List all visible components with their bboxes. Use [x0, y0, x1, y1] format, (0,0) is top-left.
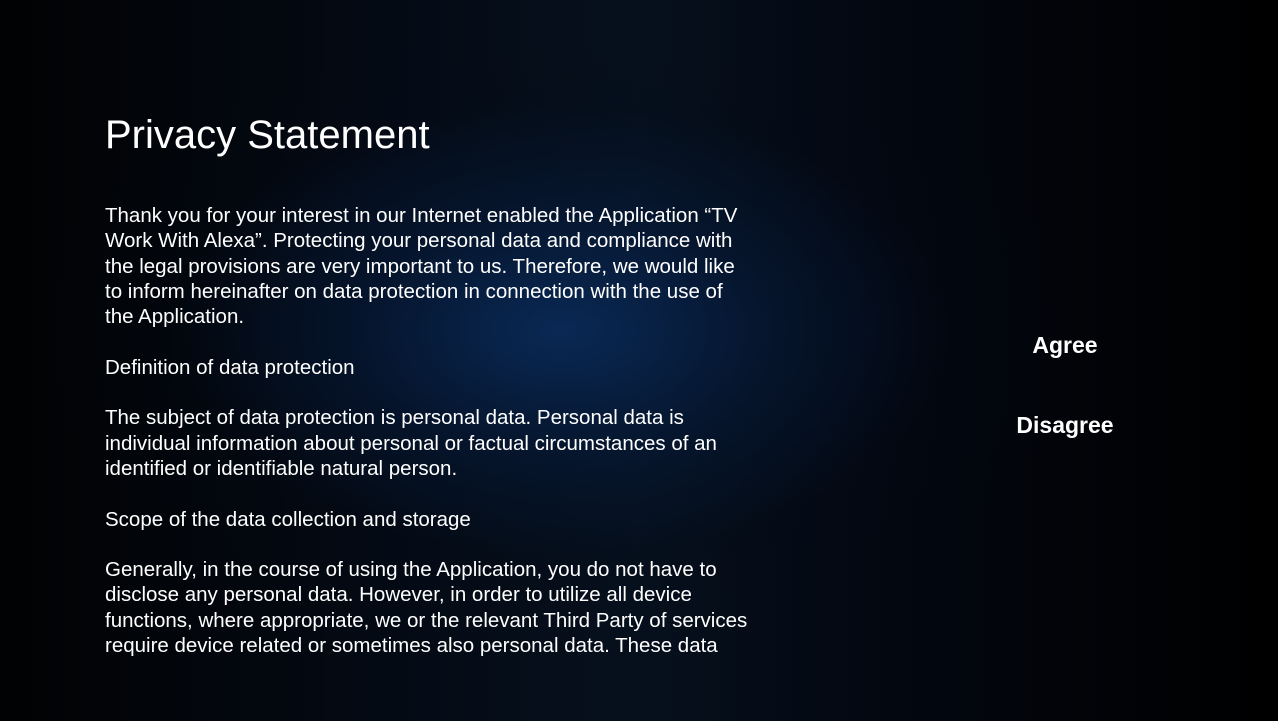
- privacy-text-scroll-area[interactable]: [105, 203, 785, 666]
- privacy-paragraph-scope: Generally, in the course of using the Application, you do not have to disclose any personal data. However, in order to utilize all device functions, where appropriate, we or the relevant Third Party of services require device related or sometimes also personal data. These data: [105, 558, 748, 658]
- section-heading-definition: Definition of data protection: [105, 355, 355, 379]
- privacy-paragraph-definition: The subject of data protection is personal data. Personal data is individual information about personal or factual circumstances of an identified or identifiable natural person.: [105, 406, 717, 480]
- consent-actions: [990, 325, 1140, 445]
- section-heading-scope: Scope of the data collection and storage: [105, 507, 471, 531]
- agree-button[interactable]: Agree: [1032, 332, 1098, 358]
- privacy-paragraph-intro: Thank you for your interest in our Internet enabled the Application “TV Work With Alexa”. Protecting your personal data and compliance with the legal provisions are very important to us. Therefore, we would like to inform hereinafter on data protection in connection with the use of the Application.: [105, 204, 738, 329]
- page-title: Privacy Statement: [105, 113, 430, 157]
- disagree-button[interactable]: Disagree: [1016, 412, 1114, 438]
